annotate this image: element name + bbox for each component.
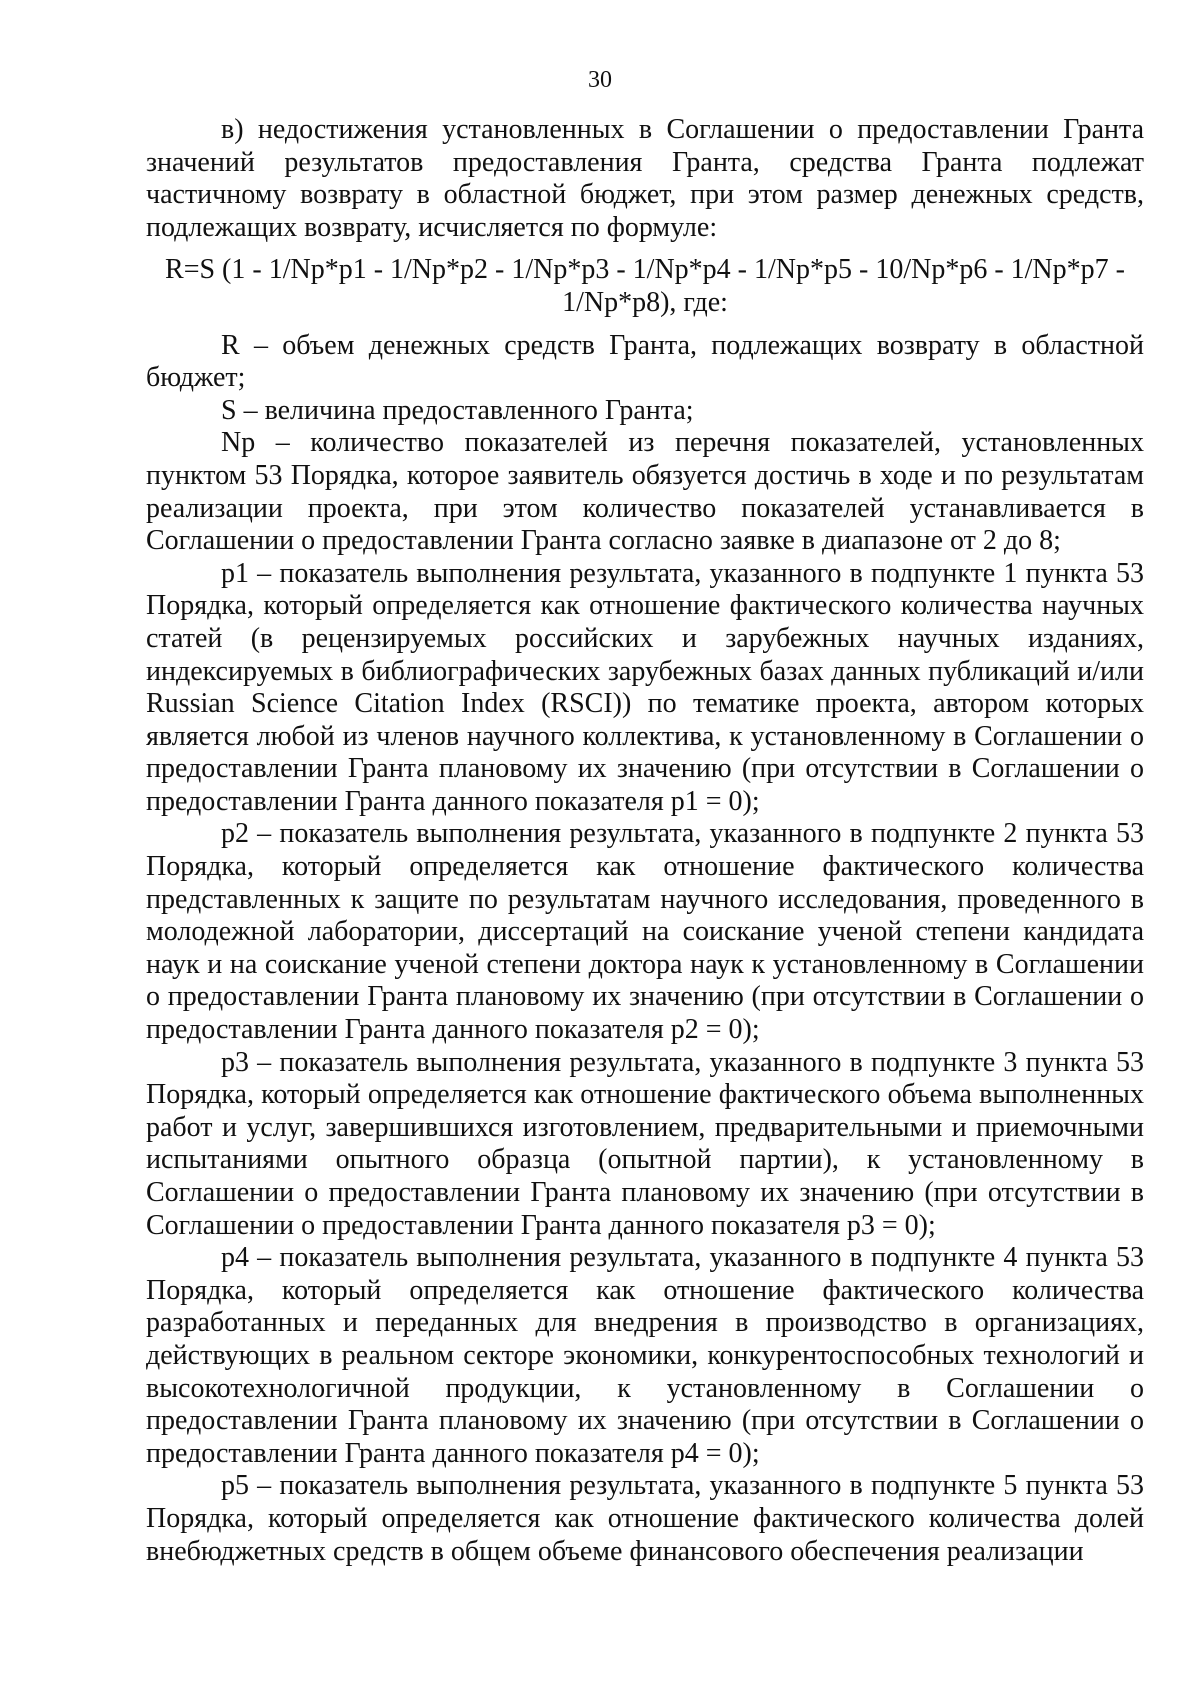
definition-p2: p2 – показатель выполнения результата, указанного в подпункте 2 пункта 53 Порядка, который определяется как отношение фактического количества представленных к защите по результатам научного исследования, проведенного в молодежной лаборатории, диссертаций на соискание ученой степени кандидата наук и на соискание ученой степени доктора наук к установленному в Соглашении о предоставлении Гранта плановому их значению (при отсутствии в Соглашении о предоставлении Гранта данного показателя p2 = 0); [146,818,1144,1046]
definition-np: Np – количество показателей из перечня показателей, установленных пунктом 53 Порядка, которое заявитель обязуется достичь в ходе и по результатам реализации проекта, при этом количество показателей устанавливается в Соглашении о предоставлении Гранта согласно заявке в диапазоне от 2 до 8; [146,427,1144,557]
definition-p1: p1 – показатель выполнения результата, указанного в подпункте 1 пункта 53 Порядка, который определяется как отношение фактического количества научных статей (в рецензируемых российских и зарубежных научных изданиях, индексируемых в библиографических зарубежных базах данных публикаций и/или Russian Science Citation Index (RSCI)) по тематике проекта, автором которых является любой из членов научного коллектива, к установленному в Соглашении о предоставлении Гранта плановому их значению (при отсутствии в Соглашении о предоставлении Гранта данного показателя p1 = 0); [146,557,1144,817]
definition-s: S – величина предоставленного Гранта; [221,394,694,426]
page-number: 30 [588,67,612,93]
definition-p3: p3 – показатель выполнения результата, указанного в подпункте 3 пункта 53 Порядка, который определяется как отношение фактического объема выполненных работ и услуг, завершившихся изготовлением, предварительными и приемочными испытаниями опытного образца (опытной партии), к установленному в Соглашении о предоставлении Гранта плановому их значению (при отсутствии в Соглашении о предоставлении Гранта данного показателя p3 = 0); [146,1046,1144,1241]
paragraph-refund-condition: в) недостижения установленных в Соглашении о предоставлении Гранта значений результатов предоставления Гранта, средства Гранта подлежат частичному возврату в областной бюджет, при этом размер денежных средств, подлежащих возврату, исчисляется по формуле: [146,114,1144,243]
spacer [146,244,1144,250]
definition-r: R – объем денежных средств Гранта, подлежащих возврату в областной бюджет; [146,329,1144,394]
document-body [146,114,1144,1568]
refund-formula: R=S (1 - 1/Np*p1 - 1/Np*p2 - 1/Np*p3 - 1/Np*p4 - 1/Np*p5 - 10/Np*p6 - 1/Np*p7 - 1/Np*p8), где: [165,254,1125,318]
definition-p5: p5 – показатель выполнения результата, указанного в подпункте 5 пункта 53 Порядка, который определяется как отношение фактического количества долей внебюджетных средств в общем объеме финансового обеспечения реализации [146,1470,1144,1567]
definition-p4: p4 – показатель выполнения результата, указанного в подпункте 4 пункта 53 Порядка, который определяется как отношение фактического количества разработанных и переданных для внедрения в производство в организациях, действующих в реальном секторе экономики, конкурентоспособных технологий и высокотехнологичной продукции, к установленному в Соглашении о предоставлении Гранта плановому их значению (при отсутствии в Соглашении о предоставлении Гранта данного показателя p4 = 0); [146,1242,1144,1469]
